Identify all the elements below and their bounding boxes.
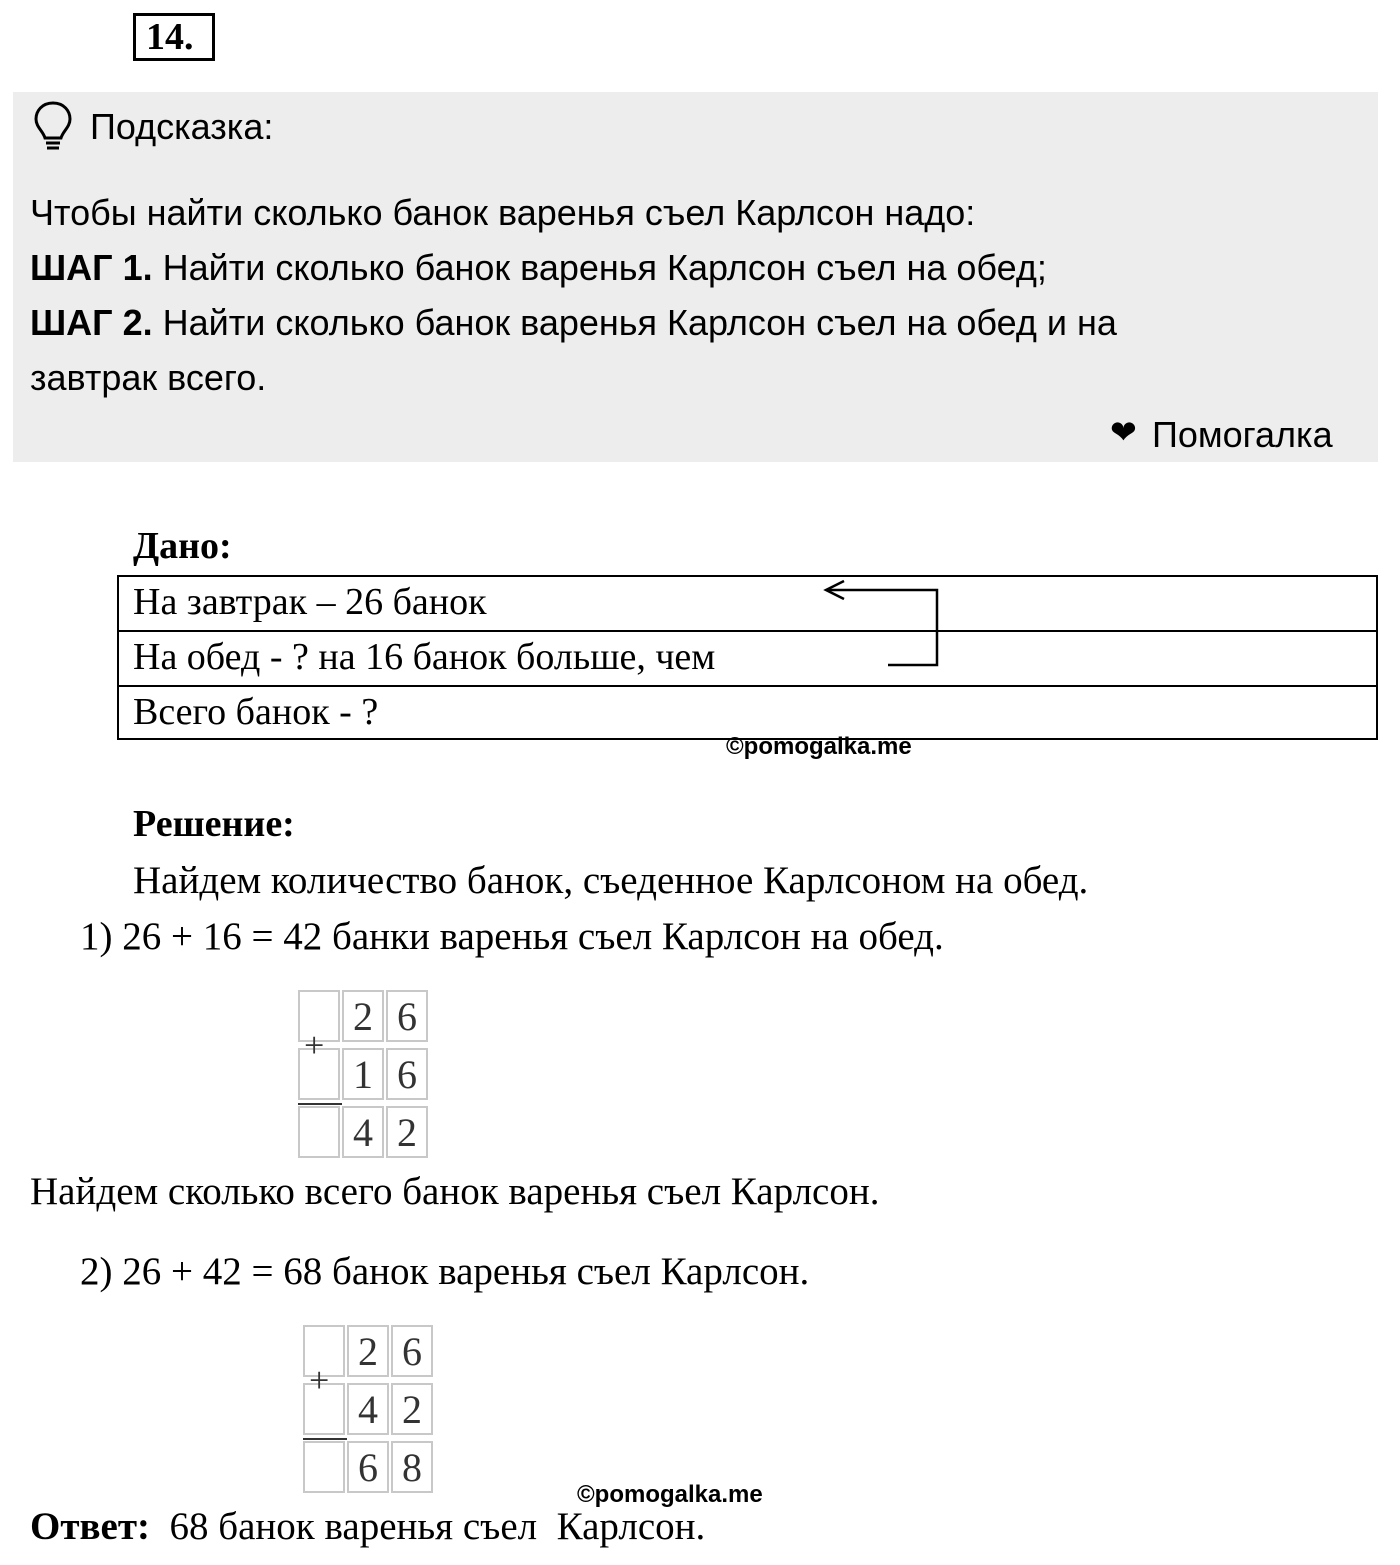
brand-label: Помогалка xyxy=(1152,414,1333,455)
sum-line xyxy=(303,1438,347,1440)
digit-cell: 2 xyxy=(391,1383,433,1435)
watermark-bottom: ©pomogalka.me xyxy=(577,1481,763,1508)
given-row-total: Всего банок - ? xyxy=(133,691,379,733)
given-row-breakfast: На завтрак – 26 банок xyxy=(133,581,487,623)
plus-sign: + xyxy=(309,1360,330,1400)
digit-cell: 2 xyxy=(347,1325,389,1377)
grid-cell xyxy=(298,1106,340,1158)
step2-text: Найти сколько банок варенья Карлсон съел на обед и на xyxy=(152,302,1117,343)
hint-step2 xyxy=(30,302,1117,344)
hint-intro: Чтобы найти сколько банок варенья съел Карлсон надо: xyxy=(30,192,976,233)
answer-text: 68 банок варенья съел Карлсон. xyxy=(150,1505,706,1548)
digit-cell: 4 xyxy=(342,1106,384,1158)
step1-text: Найти сколько банок варенья Карлсон съел на обед; xyxy=(152,247,1047,288)
digit-cell: 1 xyxy=(342,1048,384,1100)
solution-step2: 2) 26 + 42 = 68 банок варенья съел Карлсон. xyxy=(80,1250,810,1293)
solution-heading: Решение: xyxy=(133,803,295,845)
sum-line xyxy=(298,1103,342,1105)
digit-cell: 6 xyxy=(347,1441,389,1493)
hint-step1 xyxy=(30,247,1047,289)
step2-label: ШАГ 2. xyxy=(30,302,153,343)
digit-cell: 2 xyxy=(386,1106,428,1158)
solution-line1: Найдем количество банок, съеденное Карлсоном на обед. xyxy=(133,859,1089,902)
digit-cell: 6 xyxy=(386,1048,428,1100)
heart-icon: ❤ xyxy=(1110,414,1137,450)
hint-title: Подсказка: xyxy=(90,106,274,147)
solution-step1: 1) 26 + 16 = 42 банки варенья съел Карлсон на обед. xyxy=(80,915,944,958)
grid-cell xyxy=(303,1441,345,1493)
digit-cell: 2 xyxy=(342,990,384,1042)
plus-sign: + xyxy=(304,1025,325,1065)
solution-line2: Найдем сколько всего банок варенья съел Карлсон. xyxy=(30,1170,880,1213)
step1-label: ШАГ 1. xyxy=(30,247,153,288)
digit-cell: 4 xyxy=(347,1383,389,1435)
digit-cell: 6 xyxy=(386,990,428,1042)
hint-step2-cont: завтрак всего. xyxy=(30,357,267,398)
task-number: 14. xyxy=(133,13,215,61)
watermark: ©pomogalka.me xyxy=(726,733,912,760)
given-row-lunch: На обед - ? на 16 банок больше, чем xyxy=(133,636,716,678)
lightbulb-icon xyxy=(32,100,74,154)
answer-label: Ответ: xyxy=(30,1505,151,1548)
digit-cell: 8 xyxy=(391,1441,433,1493)
given-heading: Дано: xyxy=(133,525,232,567)
answer-line xyxy=(30,1504,705,1549)
digit-cell: 6 xyxy=(391,1325,433,1377)
comparison-arrow xyxy=(820,578,950,670)
